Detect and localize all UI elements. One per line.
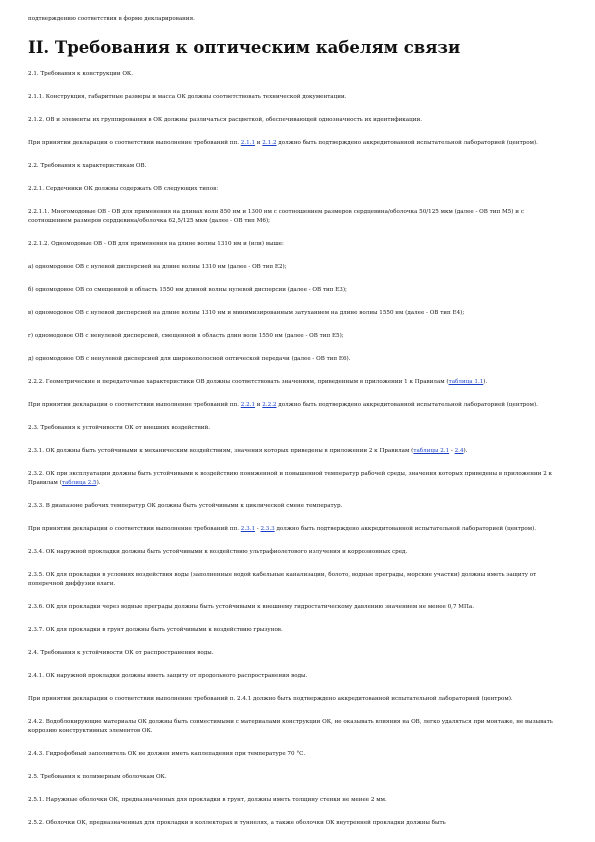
text-run: ). xyxy=(483,379,488,385)
reference-link[interactable]: 2.2.2 xyxy=(262,402,277,408)
paragraph-p13 xyxy=(28,355,567,364)
paragraph-p31 xyxy=(28,796,567,805)
paragraph-p23 xyxy=(28,603,567,612)
reference-link[interactable]: таблица 2.5 xyxy=(61,480,97,486)
text-run: 2.3.6. ОК для прокладки через водные преграды должны быть устойчивыми к внешнему гидростатическому давлению значением не менее 0,7 МПа. xyxy=(28,604,474,610)
paragraph-p7 xyxy=(28,208,567,226)
text-run: II. Требования к оптическим кабелям связи xyxy=(28,38,461,57)
reference-link[interactable]: 2.4 xyxy=(454,448,464,454)
paragraph-p5 xyxy=(28,162,567,171)
paragraph-p6 xyxy=(28,185,567,194)
reference-link[interactable]: 2.2.1 xyxy=(240,402,255,408)
paragraph-p9 xyxy=(28,263,567,272)
text-run: 2.4.3. Гидрофобный заполнитель ОК не должен иметь каплепадения при температуре 70 °С. xyxy=(28,751,306,757)
text-run: 2.2. Требования к характеристикам ОВ. xyxy=(28,163,147,169)
paragraph-p1 xyxy=(28,70,567,79)
section-title xyxy=(28,38,567,58)
paragraph-p12 xyxy=(28,332,567,341)
paragraph-p11 xyxy=(28,309,567,318)
paragraph-p3 xyxy=(28,116,567,125)
text-run: 2.4. Требования к устойчивости ОК от распространения воды. xyxy=(28,650,214,656)
reference-link[interactable]: 2.3.1 xyxy=(240,526,255,532)
text-run: 2.3.5. ОК для прокладки в условиях воздействия воды (заполненные водой кабельные канализации, болото, водные преграды, морские участки) должны иметь защиту от поперечной диффузии влаги. xyxy=(28,572,537,587)
reference-link[interactable]: таблицы 2.1 xyxy=(413,448,450,454)
text-run: 2.1.1. Конструкция, габаритные размеры и масса ОК должны соответствовать технической документации. xyxy=(28,94,347,100)
paragraph-p20 xyxy=(28,525,567,534)
text-run: 2.2.1.2. Одномодовые ОВ - ОВ для применения на длине волны 1310 нм и (или) выше: xyxy=(28,241,284,247)
paragraph-p0 xyxy=(28,15,567,24)
text-run: и xyxy=(255,402,263,408)
text-run: должно быть подтверждено аккредитованной испытательной лабораторией (центром). xyxy=(276,140,538,146)
paragraph-p15 xyxy=(28,401,567,410)
paragraph-p30 xyxy=(28,773,567,782)
paragraph-p10 xyxy=(28,286,567,295)
text-run: должно быть подтверждено аккредитованной испытательной лабораторией (центром). xyxy=(274,526,537,532)
paragraph-p8 xyxy=(28,240,567,249)
text-run: 2.3.1. ОК должны быть устойчивыми к механическим воздействиям, значения которых приведены в приложении 2 к Правилам ( xyxy=(28,448,414,454)
paragraph-p17 xyxy=(28,447,567,456)
text-run: ). xyxy=(96,480,101,486)
reference-link[interactable]: 2.1.2 xyxy=(262,140,277,146)
text-run: При принятии декларации о соответствии выполнение требований пп. xyxy=(28,526,241,532)
text-run: должно быть подтверждено аккредитованной испытательной лабораторией (центром). xyxy=(276,402,538,408)
text-run: г) одномодовое ОВ с ненулевой дисперсией, смещенной в область длин волн 1550 нм (далее - ОВ тип Е5); xyxy=(28,333,344,339)
paragraph-p29 xyxy=(28,750,567,759)
paragraph-p26 xyxy=(28,672,567,681)
paragraph-p24 xyxy=(28,626,567,635)
text-run: а) одномодовое ОВ с нулевой дисперсией на длине волны 1310 нм (далее - ОВ тип Е2); xyxy=(28,264,287,270)
paragraph-p25 xyxy=(28,649,567,658)
text-run: б) одномодовое ОВ со смещенной в область 1550 нм длиной волны нулевой дисперсии (далее - ОВ тип Е3); xyxy=(28,287,347,293)
paragraph-p14 xyxy=(28,378,567,387)
text-run: 2.1.2. ОВ и элементы их группирования в ОК должны различаться расцветкой, обеспечивающей однозначность их идентификации. xyxy=(28,117,422,123)
text-run: 2.3.7. ОК для прокладки в грунт должны быть устойчивыми к воздействию грызунов. xyxy=(28,627,283,633)
text-run: При принятии декларации о соответствии выполнение требований пп. xyxy=(28,402,241,408)
text-run: 2.2.1.1. Многомодовые ОВ - ОВ для применения на длинах волн 850 нм и 1300 нм с соотношением размеров сердцевина/оболочка 50/125 мкм (далее - ОВ тип М5) и с соотношением размеров сердцевина/оболочка 62,5/125 мкм (далее - ОВ тип М6); xyxy=(28,209,524,224)
text-run: 2.4.1. ОК наружной прокладки должны иметь защиту от продольного распространения воды. xyxy=(28,673,308,679)
text-run: подтверждению соответствия в форме декларирования. xyxy=(28,16,195,22)
text-run: 2.3. Требования к устойчивости ОК от внешних воздействий. xyxy=(28,425,210,431)
reference-link[interactable]: таблица 1.1 xyxy=(448,379,484,385)
text-run: 2.2.1. Сердечники ОК должны содержать ОВ следующих типов: xyxy=(28,186,219,192)
text-run: и xyxy=(255,140,263,146)
text-run: При принятии декларации о соответствии выполнение требований п. 2.4.1 должно быть подтверждено аккредитованной испытательной лабораторией (центром). xyxy=(28,696,513,702)
text-run: 2.3.4. ОК наружной прокладки должны быть устойчивыми к воздействию ультрафиолетового излучения и коррозионных сред. xyxy=(28,549,408,555)
paragraph-p18 xyxy=(28,470,567,488)
text-run: - xyxy=(255,526,261,532)
paragraph-p19 xyxy=(28,502,567,511)
paragraph-p28 xyxy=(28,718,567,736)
text-run: д) одномодовое ОВ с ненулевой дисперсией для широкополосной оптической передачи (далее - ОВ тип Е6). xyxy=(28,356,351,362)
paragraph-p27 xyxy=(28,695,567,704)
paragraph-p32 xyxy=(28,819,567,828)
text-run: 2.5.2. Оболочки ОК, предназначенных для прокладки в коллекторах и туннелях, а также оболочки ОК внутренней прокладки должны быть xyxy=(28,820,446,826)
text-run: ). xyxy=(463,448,468,454)
paragraph-p2 xyxy=(28,93,567,102)
reference-link[interactable]: 2.1.1 xyxy=(240,140,255,146)
paragraph-p22 xyxy=(28,571,567,589)
text-run: 2.5.1. Наружные оболочки ОК, предназначенных для прокладки в грунт, должны иметь толщину стенки не менее 2 мм. xyxy=(28,797,387,803)
text-run: 2.5. Требования к полимерным оболочкам ОК. xyxy=(28,774,167,780)
reference-link[interactable]: 2.3.3 xyxy=(260,526,275,532)
text-run: в) одномодовое ОВ с нулевой дисперсией на длине волны 1310 нм и минимизированным затуханием на длине волны 1550 нм (далее - ОВ тип Е4); xyxy=(28,310,465,316)
text-run: 2.3.3. В диапазоне рабочих температур ОК должны быть устойчивыми к циклической смене температур. xyxy=(28,503,343,509)
text-run: При принятии декларации о соответствии выполнение требований пп. xyxy=(28,140,241,146)
text-run: 2.3.2. ОК при эксплуатации должны быть устойчивыми к воздействию пониженной и повышенной температур рабочей среды, значения которых приведены в приложении 2 к Правилам ( xyxy=(28,471,553,486)
paragraph-p4 xyxy=(28,139,567,148)
text-run: 2.1. Требования к конструкции ОК. xyxy=(28,71,134,77)
text-run: - xyxy=(449,448,455,454)
text-run: 2.2.2. Геометрические и передаточные характеристики ОВ должны соответствовать значениям, приведенным в приложении 1 к Правилам ( xyxy=(28,379,449,385)
paragraph-p16 xyxy=(28,424,567,433)
paragraph-p21 xyxy=(28,548,567,557)
text-run: 2.4.2. Водоблокирующие материалы ОК должны быть совместимыми с материалами конструкции ОК, не оказывать влияния на ОВ, легко удаляться при монтаже, не вызывать коррозию конструктивных элементов ОК. xyxy=(28,719,553,734)
